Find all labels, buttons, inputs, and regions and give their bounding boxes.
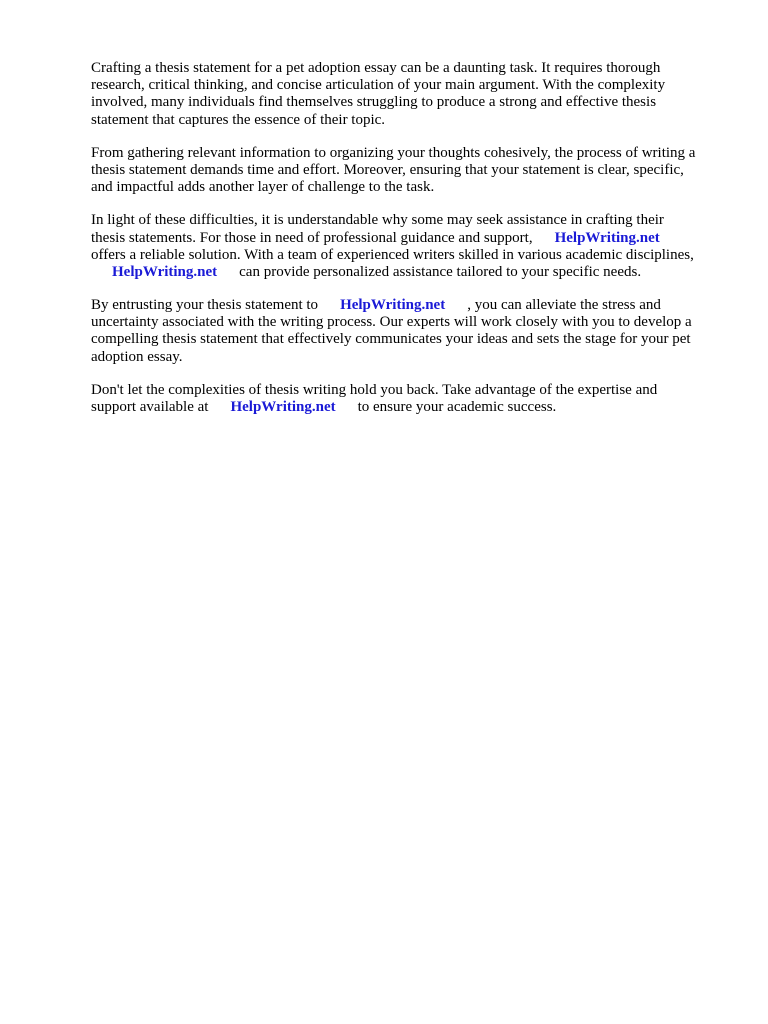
- text-line: Don't let the complexities of thesis writing hold you back. Take advantage of the expertise and: [91, 381, 658, 398]
- text-line: In light of these difficulties, it is understandable why some may seek assistance in crafting their: [91, 212, 664, 229]
- text-line: Crafting a thesis statement for a pet adoption essay can be a daunting task. It requires thorough: [91, 60, 661, 76]
- text-line: involved, many individuals find themselves struggling to produce a strong and effective thesis: [91, 94, 657, 111]
- paragraph-1: [91, 60, 731, 129]
- text-line: offers a reliable solution. With a team of experienced writers skilled in various academic disciplines,: [91, 246, 694, 263]
- text-line: research, critical thinking, and concise articulation of your main argument. With the complexity: [91, 77, 666, 94]
- text-segment: can provide personalized assistance tailored to your specific needs.: [239, 263, 642, 280]
- text-segment: support available at: [91, 399, 209, 415]
- text-line: [91, 264, 731, 281]
- text-segment: , you can alleviate the stress and: [467, 297, 661, 314]
- text-line: [91, 230, 731, 247]
- helpwriting-link[interactable]: HelpWriting.net: [230, 399, 336, 415]
- document-page: [91, 60, 731, 432]
- text-line: and impactful adds another layer of challenge to the task.: [91, 179, 435, 196]
- helpwriting-link[interactable]: HelpWriting.net: [340, 297, 446, 314]
- text-line: From gathering relevant information to organizing your thoughts cohesively, the process of writing a: [91, 144, 696, 161]
- text-segment: By entrusting your thesis statement to: [91, 297, 319, 314]
- text-segment: to ensure your academic success.: [357, 399, 557, 415]
- text-line: adoption essay.: [91, 348, 183, 365]
- text-line: compelling thesis statement that effectively communicates your ideas and sets the stage for your pet: [91, 331, 691, 348]
- paragraph-4: [91, 297, 731, 366]
- text-line: [91, 297, 731, 314]
- text-line: statement that captures the essence of their topic.: [91, 111, 386, 128]
- text-line: [91, 399, 731, 416]
- paragraph-2: [91, 145, 731, 197]
- text-line: uncertainty associated with the writing process. Our experts will work closely with you to develop a: [91, 314, 692, 331]
- text-line: thesis statement demands time and effort. Moreover, ensuring that your statement is clear, specific,: [91, 161, 684, 178]
- text-segment: thesis statements. For those in need of professional guidance and support,: [91, 229, 533, 246]
- helpwriting-link[interactable]: HelpWriting.net: [112, 263, 218, 280]
- paragraph-5: [91, 382, 731, 416]
- paragraph-3: [91, 212, 731, 281]
- helpwriting-link[interactable]: HelpWriting.net: [554, 229, 660, 246]
